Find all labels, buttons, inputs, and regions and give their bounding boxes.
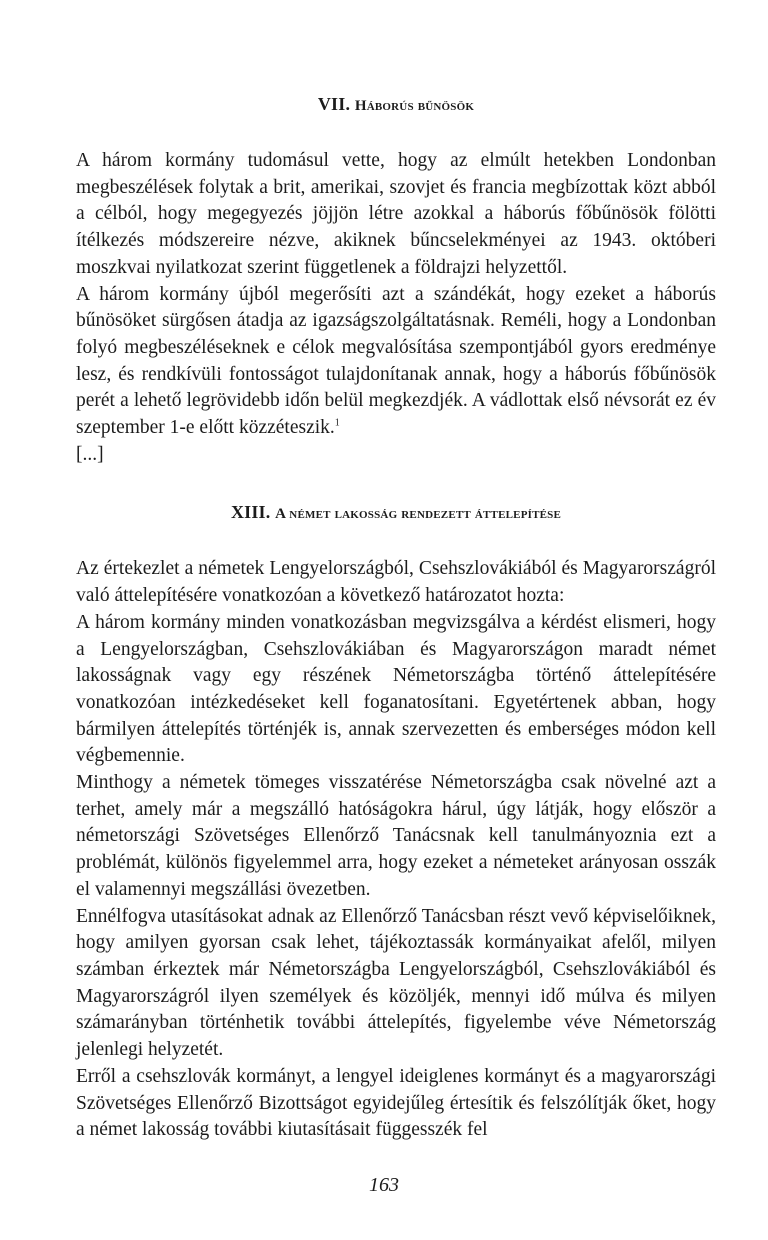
paragraph: Az értekezlet a németek Lengyelországból, Csehszlovákiából és Magyarországról való áttelepítésére vonatkozóan a következő határozatot hozta: [76,558,716,607]
paragraph: A három kormány újból megerősíti azt a szándékát, hogy ezeket a háborús bűnösöket sürgősen átadja az igazságszolgáltatásnak. Reméli, hogy a Londonban folyó megbeszéléseknek e célok megvalósítása szempontjából gyors eredménye lesz, és rendkívüli fontosságot tulajdonítanak annak, hogy a háborús főbűnösök perét a lehető legrövidebb időn belül megkezdjék. A vádlottak első névsorát ez év szeptember 1-e előtt közzéteszik.$^1$ [76,283,716,439]
section-title: Háborús bűnösök [354,98,475,114]
page-number: 163 [369,1174,399,1196]
paragraph: A három kormány tudomásul vette, hogy az elmúlt hetekben Londonban megbeszélések folytak a brit, amerikai, szovjet és francia megbízottak közt abból a célból, hogy megegyezés jöjjön létre azokkal a háborús főbűnösök fölötti ítélkezés módszereire nézve, akiknek bűncselekményei az 1943. októberi moszkvai nyilatkozat szerint függetlenek a földrajzi helyzettől. [76,150,716,278]
paragraph: Minthogy a németek tömeges visszatérése Németországba csak növelné azt a terhet, amely már a megszálló hatóságokra hárul, úgy látják, hogy először a németországi Szövetséges Ellenőrző Tanácsnak kell tanulmányoznia ezt a problémát, különös figyelemmel arra, hogy ezeket a németeket arányosan osszák el valamennyi megszállási övezetben. [76,772,716,900]
paragraph: Erről a csehszlovák kormányt, a lengyel ideiglenes kormányt és a magyarországi Szövetséges Ellenőrző Bizottságot egyidejűleg értesítik és felszólítják őket, hogy a német lakosság további kiutasításait függesszék fel [76,1065,716,1141]
section-title: A német lakosság rendezett áttelepítése [275,506,562,523]
section-number: VII. [317,94,351,114]
document-page [76,94,716,1144]
footnote-marker: 1 [334,417,340,429]
paragraph: A három kormány minden vonatkozásban megvizsgálva a kérdést elismeri, hogy a Lengyelországban, Csehszlovákiában és Magyarországon maradt német lakosságnak vagy egy részének Németországba történő áttelepítésére vonatkozóan intézkedéseket kell foganatosítani. Egyetértenek abban, hogy bármilyen áttelepítés történjék is, annak szervezetten és emberséges módon kell végbemennie. [76,611,716,767]
omission-marker: [...] [76,443,104,465]
section-heading-xiii [76,502,716,523]
section-number: XIII. [230,502,271,523]
section-heading-vii [76,94,716,115]
paragraph: Ennélfogva utasításokat adnak az Ellenőrző Tanácsban részt vevő képviselőiknek, hogy amilyen gyorsan csak lehet, tájékoztassák kormányaikat afelől, milyen számban érkeztek már Németországba Lengyelországból, Csehszlovákiából és Magyarországról ilyen személyek és közöljék, mennyi idő múlva és milyen számarányban történhetik további áttelepítés, figyelembe véve Németország jelenlegi helyzetét. [76,905,716,1061]
